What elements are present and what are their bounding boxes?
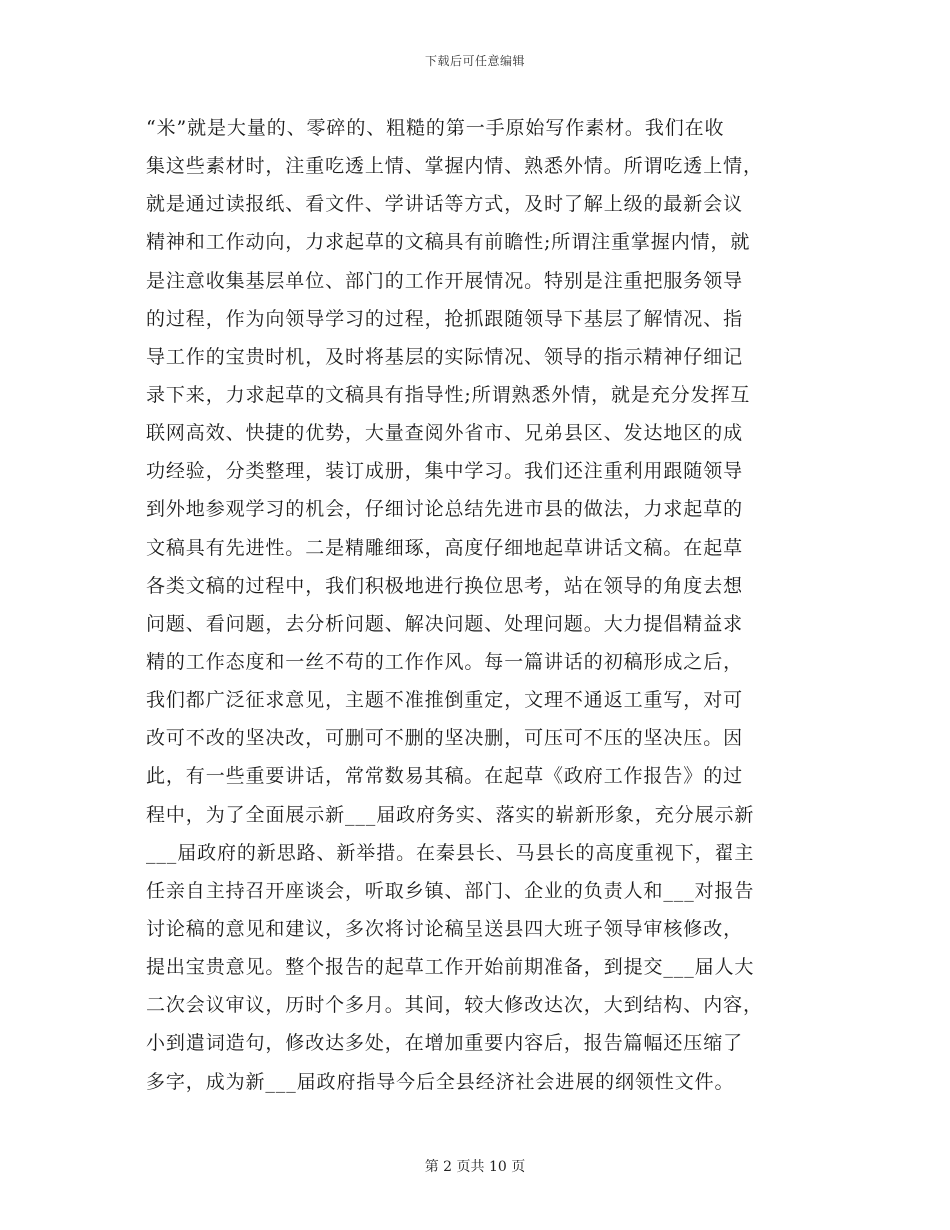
page-header: 下载后可任意编辑 <box>424 54 525 68</box>
body-line: 是注意收集基层单位、部门的工作开展情况。特别是注重把服务领导 <box>146 269 744 292</box>
body-line: 就是通过读报纸、看文件、学讲话等方式，及时了解上级的最新会议 <box>146 193 744 216</box>
body-line: 讨论稿的意见和建议，多次将讨论稿呈送县四大班子领导审核修改， <box>146 917 744 940</box>
body-line: 二次会议审议，历时个多月。其间，较大修改达次，大到结构、内容， <box>146 994 763 1017</box>
body-line: 小到遣词造句，修改达多处，在增加重要内容后，报告篇幅还压缩了 <box>146 1032 744 1055</box>
body-line: 各类文稿的过程中，我们积极地进行换位思考，站在领导的角度去想 <box>146 574 744 597</box>
body-line: 改可不改的坚决改，可删可不删的坚决删，可压可不压的坚决压。因 <box>146 727 744 750</box>
body-line: 精的工作态度和一丝不苟的工作作风。每一篇讲话的初稿形成之后， <box>146 650 744 673</box>
body-line: 导工作的宝贵时机，及时将基层的实际情况、领导的指示精神仔细记 <box>146 345 744 368</box>
body-line: 的过程，作为向领导学习的过程，抢抓跟随领导下基层了解情况、指 <box>146 307 744 330</box>
body-line: 我们都广泛征求意见，主题不准推倒重定，文理不通返工重写，对可 <box>146 689 744 712</box>
body-line: 此，有一些重要讲话，常常数易其稿。在起草《政府工作报告》的过 <box>146 765 744 788</box>
document-body <box>146 109 846 1101</box>
body-line: 录下来，力求起草的文稿具有指导性;所谓熟悉外情，就是充分发挥互 <box>146 383 751 406</box>
body-line: 集这些素材时，注重吃透上情、掌握内情、熟悉外情。所谓吃透上情， <box>146 155 763 178</box>
body-line: 程中，为了全面展示新___届政府务实、落实的崭新形象，充分展示新 <box>146 803 755 826</box>
body-line: 任亲自主持召开座谈会，听取乡镇、部门、企业的负责人和___对报告 <box>146 879 755 902</box>
body-line: 精神和工作动向，力求起草的文稿具有前瞻性;所谓注重掌握内情，就 <box>146 231 751 254</box>
body-line: 文稿具有先进性。二是精雕细琢，高度仔细地起草讲话文稿。在起草 <box>146 536 744 559</box>
body-line: 功经验，分类整理，装订成册，集中学习。我们还注重利用跟随领导 <box>146 460 744 483</box>
body-line: 联网高效、快捷的优势，大量查阅外省市、兄弟县区、发达地区的成 <box>146 422 744 445</box>
body-line: 多字，成为新___届政府指导今后全县经济社会进展的纲领性文件。 <box>146 1070 735 1093</box>
body-line: 提出宝贵意见。整个报告的起草工作开始前期准备，到提交___届人大 <box>146 956 755 979</box>
body-line: 到外地参观学习的机会，仔细讨论总结先进市县的做法，力求起草的 <box>146 498 744 521</box>
body-line: “米”就是大量的、零碎的、粗糙的第一手原始写作素材。我们在收 <box>146 117 725 139</box>
body-line: 问题、看问题，去分析问题、解决问题、处理问题。大力提倡精益求 <box>146 612 744 635</box>
page-number: 第 2 页共 10 页 <box>424 1159 526 1175</box>
body-line: ___届政府的新思路、新举措。在秦县长、马县长的高度重视下，翟主 <box>146 841 755 864</box>
